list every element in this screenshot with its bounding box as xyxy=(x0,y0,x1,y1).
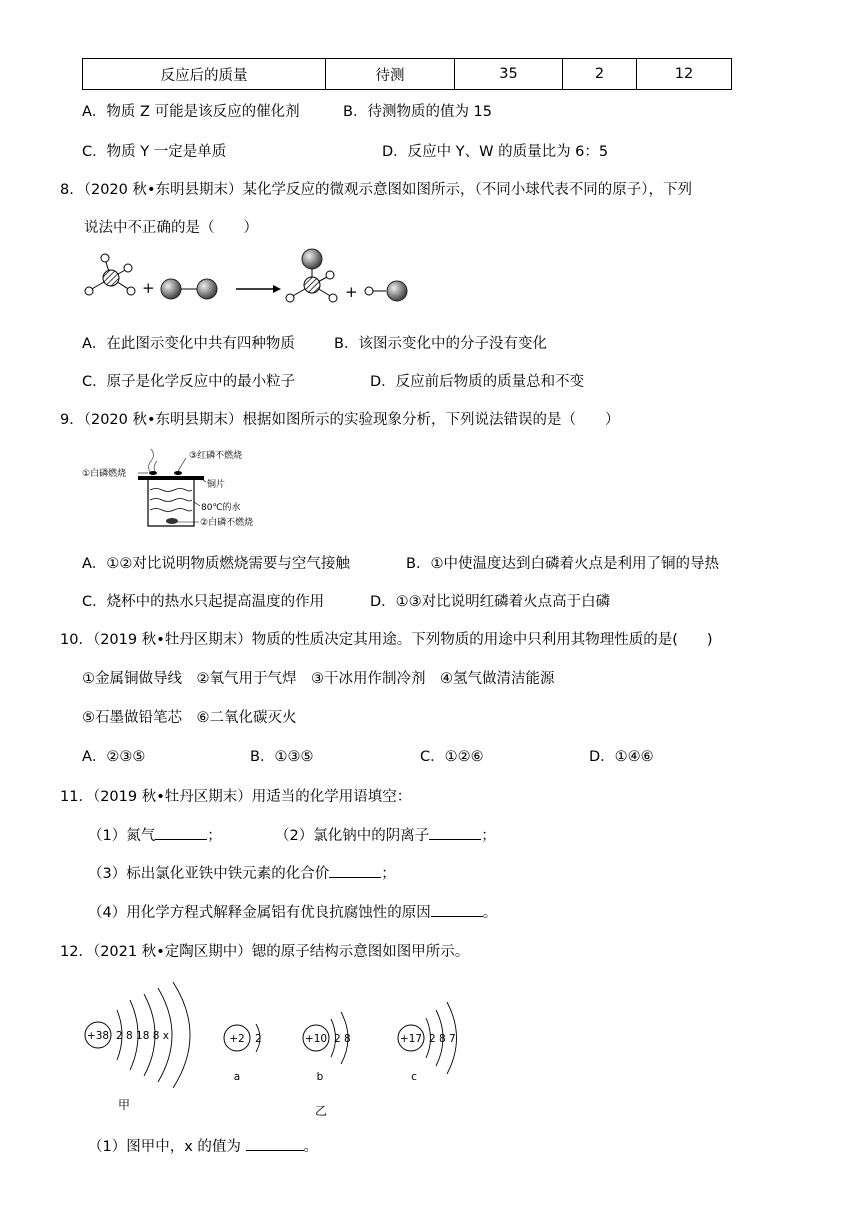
reaction-arrow xyxy=(236,285,281,293)
q11-part4-end: 。 xyxy=(482,905,498,921)
c-shells: 2 8 7 xyxy=(429,1033,456,1045)
q9-option-a: A．①②对比说明物质燃烧需要与空气接触 xyxy=(82,556,350,572)
figure-label-jia: 甲 xyxy=(117,1098,131,1112)
fig-label-underwater-phosphorus: ②白磷不燃烧 xyxy=(200,518,254,528)
answer-blank[interactable] xyxy=(155,825,207,840)
q8-stem-cont: 说法中不正确的是（ ） xyxy=(84,220,258,236)
q11-part1-end: ； xyxy=(207,828,222,844)
table-cell: 2 xyxy=(563,59,637,90)
q12-part1-text: （1）图甲中，x 的值为 xyxy=(88,1139,246,1155)
q12-part1-end: 。 xyxy=(303,1139,319,1155)
q8-option-a: A．在此图示变化中共有四种物质 xyxy=(82,336,295,352)
table-cell: 35 xyxy=(455,59,563,90)
q9-option-c: C．烧杯中的热水只起提高温度的作用 xyxy=(82,594,325,610)
table-cell: 反应后的质量 xyxy=(83,59,326,90)
sr-nucleus: +38 xyxy=(86,1030,110,1042)
a-label: a xyxy=(233,1071,241,1083)
data-table xyxy=(82,58,732,90)
a-nucleus: +2 xyxy=(229,1033,245,1045)
fig-label-red-phosphorus: ③红磷不燃烧 xyxy=(189,451,243,461)
sr-shells: 2 8 18 8 x xyxy=(116,1030,169,1042)
combustion-experiment-figure xyxy=(78,440,278,532)
fig-label-hot-water: 80℃的水 xyxy=(201,503,241,513)
q11-part2-end: ； xyxy=(481,828,496,844)
product-molecule xyxy=(286,249,337,302)
q10-stem: 10．（2019 秋•牡丹区期末）物质的性质决定其用途。下列物质的用途中只利用其物理性质的是( ) xyxy=(60,632,713,648)
q7-option-a: A．物质 Z 可能是该反应的催化剂 xyxy=(82,104,300,120)
figure-label-yi: 乙 xyxy=(314,1104,328,1118)
q10-items-line1: ①金属铜做导线 ②氧气用于气焊 ③干冰用作制冷剂 ④氢气做清洁能源 xyxy=(82,671,555,687)
plus-sign: + xyxy=(142,279,155,297)
q11-stem: 11．（2019 秋•牡丹区期末）用适当的化学用语填空： xyxy=(60,789,412,805)
answer-blank[interactable] xyxy=(246,1136,304,1151)
table-cell: 待测 xyxy=(326,59,455,90)
c-label: c xyxy=(411,1071,417,1083)
table-cell: 12 xyxy=(637,59,732,90)
fig-label-copper-plate: 铜片 xyxy=(207,480,226,490)
q11-part1-text: （1）氮气 xyxy=(88,828,156,844)
q7-option-d: D．反应中 Y、W 的质量比为 6：5 xyxy=(382,144,609,160)
q8-option-d: D．反应前后物质的质量总和不变 xyxy=(370,374,585,390)
b-nucleus: +10 xyxy=(304,1033,328,1045)
a-shells: 2 xyxy=(255,1033,262,1045)
diatomic-molecule xyxy=(161,279,217,299)
fig-label-white-phosphorus-burning: ①白磷燃烧 xyxy=(82,469,127,479)
q9-option-b: B．①中使温度达到白磷着火点是利用了铜的导热 xyxy=(406,556,719,572)
b-shells: 2 8 xyxy=(334,1033,351,1045)
q11-part3 xyxy=(88,862,396,883)
molecule-reaction-figure xyxy=(78,245,418,310)
q10-option-b: B．①③⑤ xyxy=(250,749,314,765)
q8-option-c: C．原子是化学反应中的最小粒子 xyxy=(82,374,296,390)
q10-option-a: A．②③⑤ xyxy=(82,749,146,765)
hcl-like-molecule xyxy=(365,281,407,301)
q12-part1 xyxy=(88,1135,318,1156)
q11-part3-text: （3）标出氯化亚铁中铁元素的化合价 xyxy=(88,866,330,882)
q10-option-c: C．①②⑥ xyxy=(420,749,484,765)
methane-molecule xyxy=(85,254,135,295)
q10-items-line2: ⑤石墨做铅笔芯 ⑥二氧化碳灭火 xyxy=(82,710,297,726)
answer-blank[interactable] xyxy=(329,863,381,878)
q9-option-d: D．①③对比说明红磷着火点高于白磷 xyxy=(370,594,611,610)
q7-option-c: C．物质 Y 一定是单质 xyxy=(82,144,227,160)
q11-part3-end: ； xyxy=(381,866,396,882)
q11-part2-text: （2）氯化钠中的阴离子 xyxy=(275,828,430,844)
q12-stem: 12．（2021 秋•定陶区期中）锶的原子结构示意图如图甲所示。 xyxy=(60,944,470,960)
q8-option-b: B．该图示变化中的分子没有变化 xyxy=(334,336,547,352)
b-label: b xyxy=(316,1071,324,1083)
atomic-structure-figure xyxy=(78,972,498,1122)
plus-sign: + xyxy=(345,283,358,301)
q11-part4-text: （4）用化学方程式解释金属铝有优良抗腐蚀性的原因 xyxy=(88,905,431,921)
q10-option-d: D．①④⑥ xyxy=(589,749,654,765)
c-nucleus: +17 xyxy=(399,1033,423,1045)
q11-part4 xyxy=(88,901,497,922)
answer-blank[interactable] xyxy=(431,902,483,917)
q9-stem: 9．（2020 秋•东明县期末）根据如图所示的实验现象分析，下列说法错误的是（ ） xyxy=(60,412,620,428)
q11-part1 xyxy=(88,824,222,845)
answer-blank[interactable] xyxy=(429,825,481,840)
q8-stem: 8．（2020 秋•东明县期末）某化学反应的微观示意图如图所示，（不同小球代表不同的原子），下列 xyxy=(60,182,693,198)
table-row xyxy=(83,59,732,90)
q7-option-b: B．待测物质的值为 15 xyxy=(343,104,493,120)
q11-part2 xyxy=(275,824,496,845)
